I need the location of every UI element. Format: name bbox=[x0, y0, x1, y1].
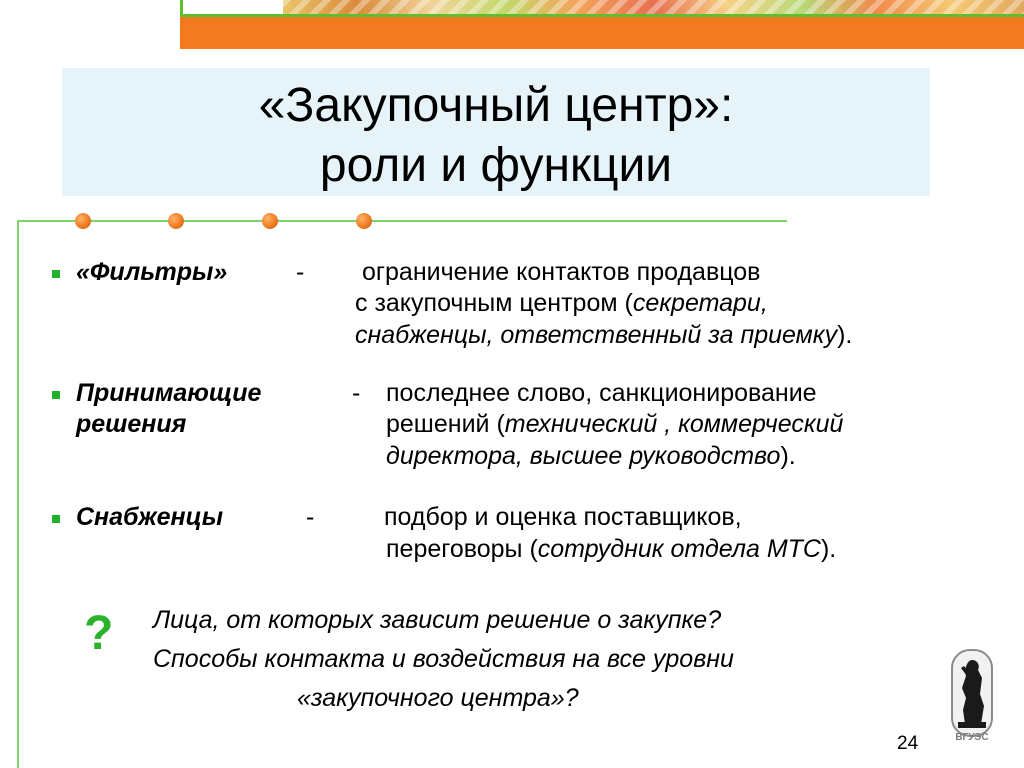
orange-dot-icon bbox=[168, 213, 184, 229]
page-number: 24 bbox=[897, 733, 919, 754]
bullet-icon bbox=[52, 270, 60, 278]
description-examples: сотрудник отдела МТС bbox=[537, 535, 821, 563]
logo-text: ВГУЭС bbox=[955, 732, 989, 742]
bullet-icon bbox=[52, 515, 60, 523]
role-description-line1: ограничение контактов продавцов bbox=[362, 258, 761, 286]
role-description-line3 bbox=[355, 320, 852, 351]
title-line-1: «Закупочный центр»: bbox=[258, 79, 734, 132]
description-text: решений ( bbox=[386, 410, 505, 438]
description-text: ). bbox=[837, 321, 853, 349]
role-dash: - bbox=[296, 258, 305, 286]
question-line-1: Лица, от которых зависит решение о закупке? bbox=[153, 606, 722, 634]
role-description-line1: последнее слово, санкционирование bbox=[386, 379, 817, 407]
role-description-line2 bbox=[386, 409, 843, 440]
question-line-3: «закупочного центра»? bbox=[297, 684, 579, 712]
role-description-line1: подбор и оценка поставщиков, bbox=[384, 503, 742, 531]
description-text: с закупочным центром ( bbox=[355, 289, 633, 317]
description-examples: директора, высшее руководство bbox=[386, 442, 781, 470]
role-name: «Фильтры» bbox=[76, 258, 228, 286]
role-name-line1: Принимающие bbox=[76, 379, 262, 407]
role-dash: - bbox=[352, 379, 361, 407]
title-line-2: роли и функции bbox=[319, 139, 673, 192]
header-orange-bar bbox=[180, 17, 1024, 49]
orange-dot-icon bbox=[262, 213, 278, 229]
header-decoration-image bbox=[283, 0, 1024, 15]
description-examples: технический , коммерческий bbox=[504, 410, 844, 438]
question-mark-icon: ? bbox=[84, 607, 114, 660]
slide-title bbox=[62, 68, 930, 196]
university-logo-icon bbox=[949, 646, 995, 742]
bullet-icon bbox=[52, 391, 60, 399]
frame-left-line bbox=[17, 220, 19, 768]
role-dash: - bbox=[306, 503, 315, 531]
description-text: ). bbox=[820, 535, 837, 563]
description-examples: секретари, bbox=[632, 289, 768, 317]
description-text: переговоры ( bbox=[386, 535, 538, 563]
orange-dot-icon bbox=[75, 213, 91, 229]
role-name: Снабженцы bbox=[76, 503, 224, 531]
frame-top-line bbox=[17, 220, 787, 222]
role-description-line3 bbox=[386, 441, 796, 472]
role-description-line2 bbox=[355, 288, 768, 319]
role-description-line2 bbox=[386, 534, 836, 565]
description-examples: снабженцы, ответственный за приемку bbox=[355, 321, 838, 349]
role-name-line2: решения bbox=[76, 410, 187, 438]
description-text: ). bbox=[780, 442, 796, 470]
question-line-2: Способы контакта и воздействия на все уровни bbox=[153, 645, 734, 673]
orange-dot-icon bbox=[356, 213, 372, 229]
